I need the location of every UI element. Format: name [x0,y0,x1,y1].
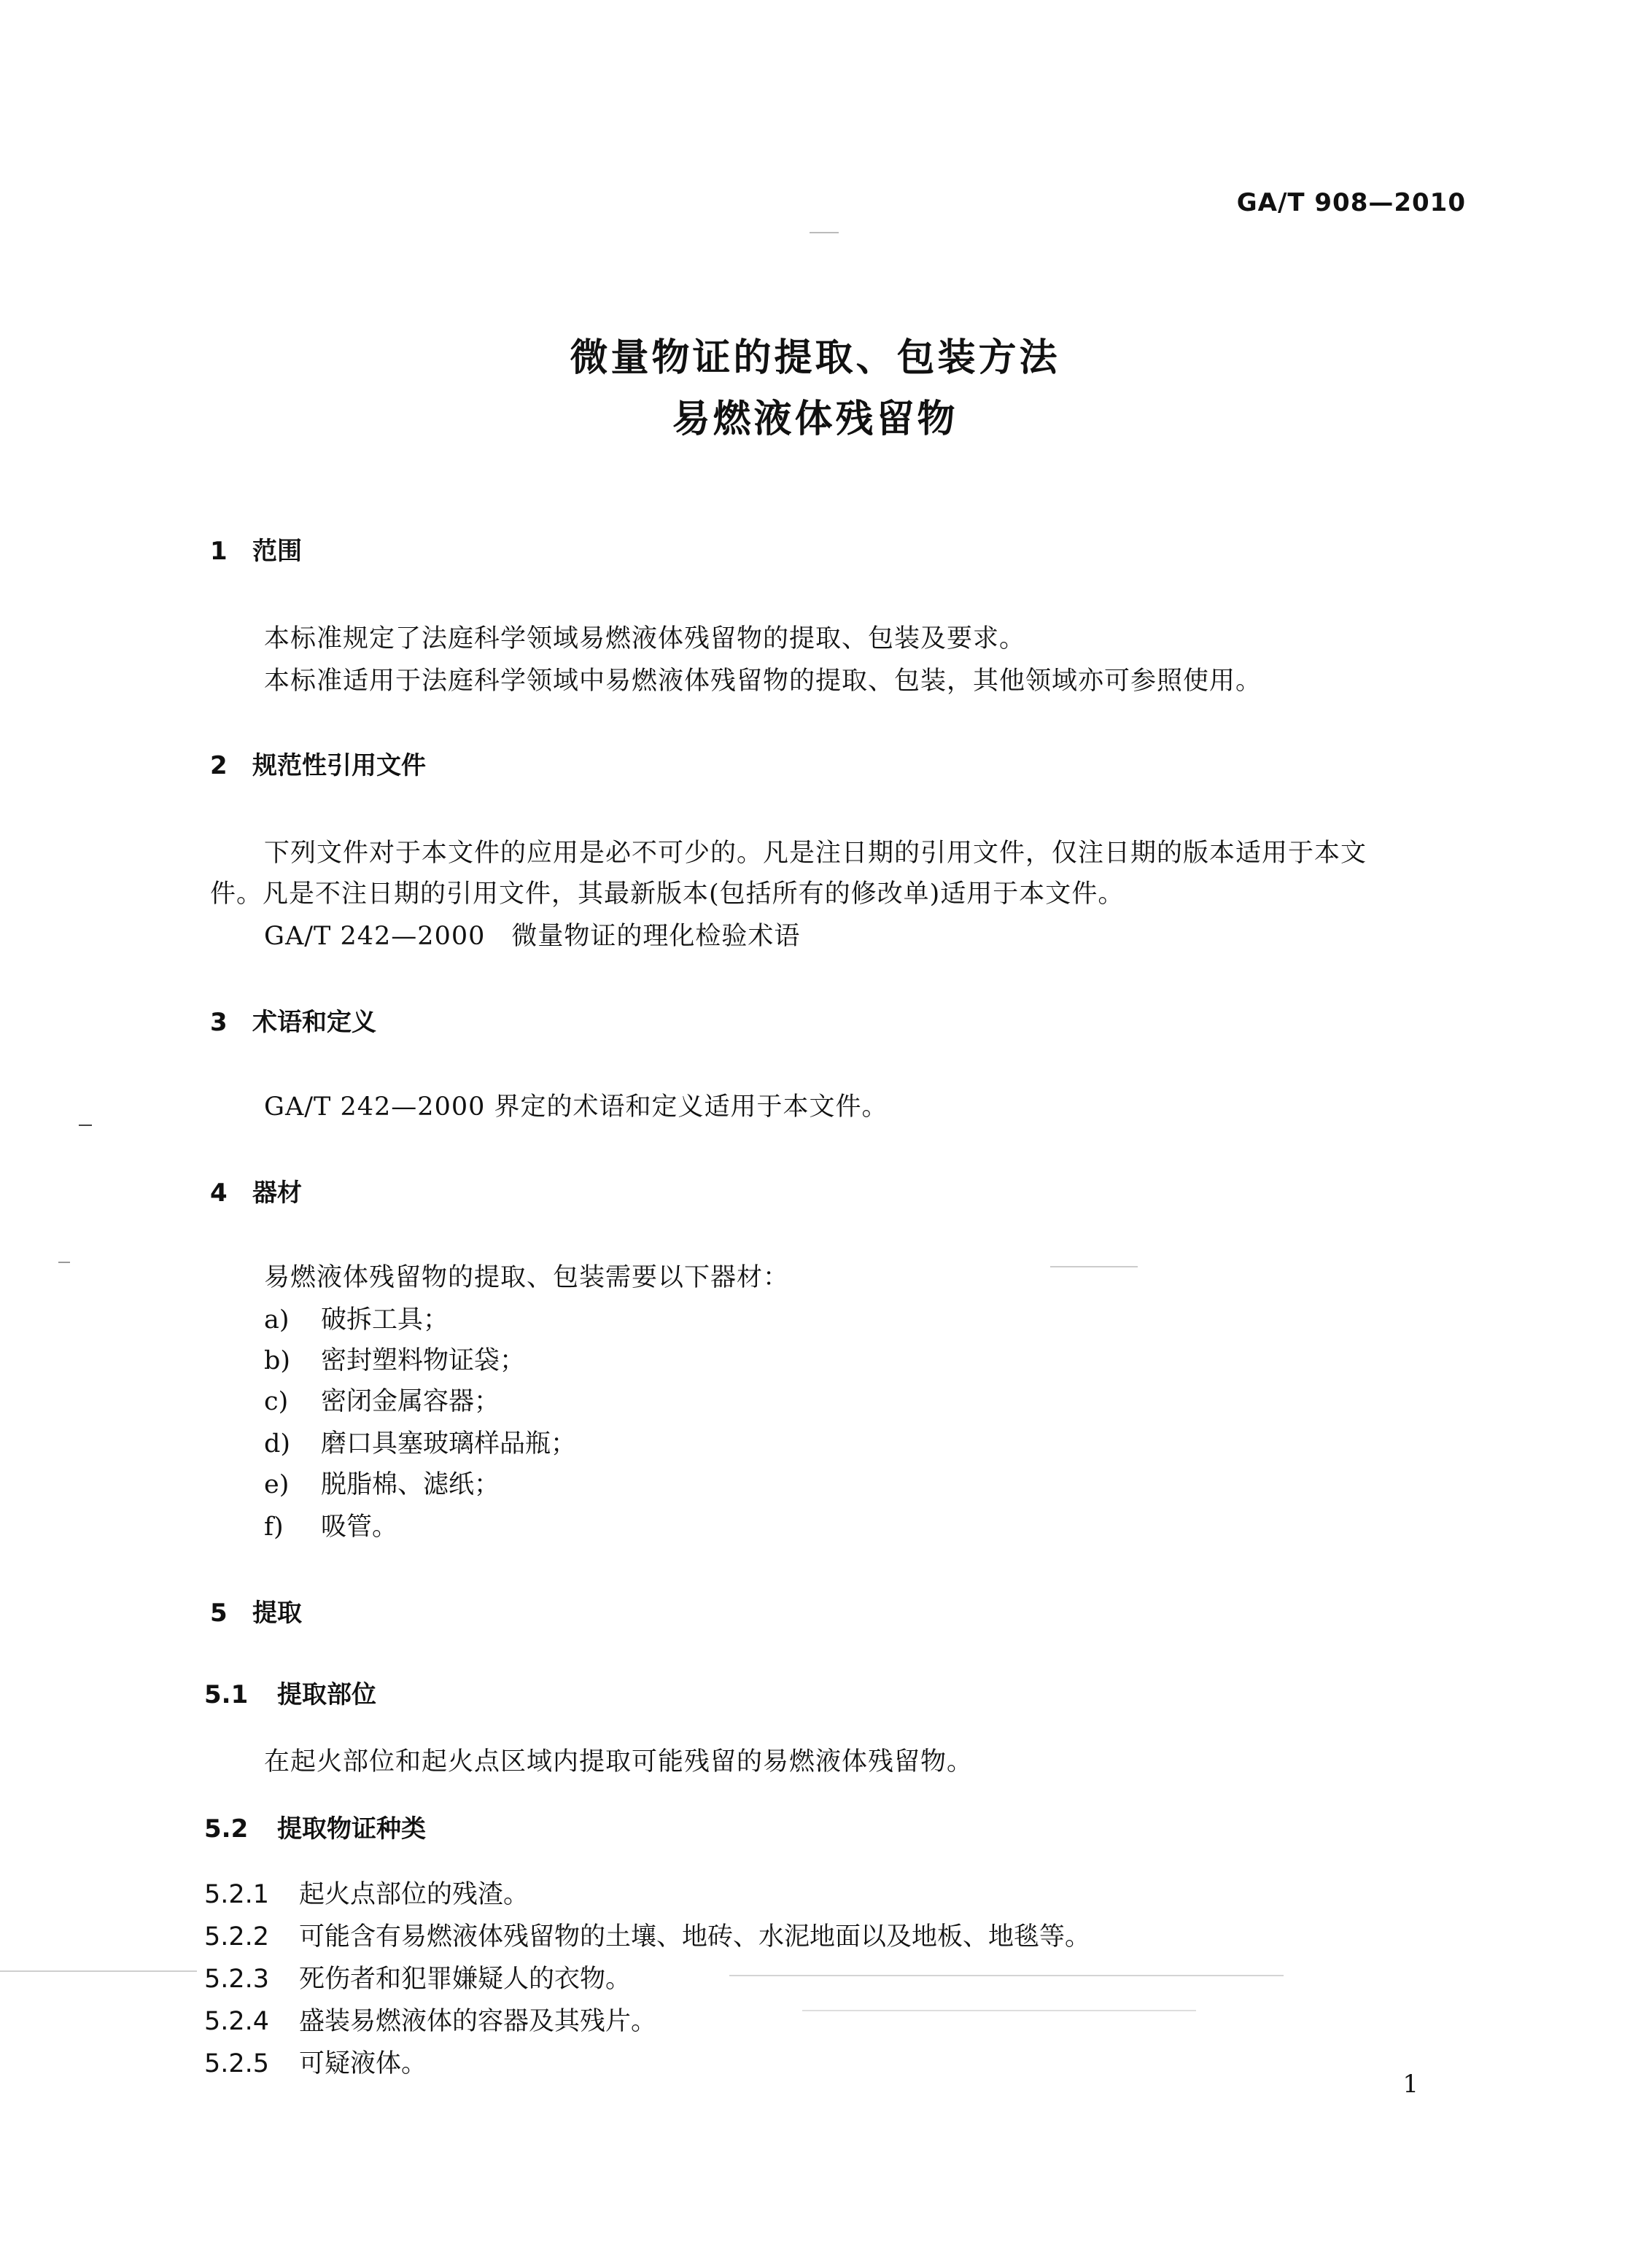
clause-text: 可疑液体。 [299,2049,427,2078]
scan-speck [0,1970,197,1972]
clause-item [204,2001,656,2038]
section-5-1-heading [204,1674,376,1710]
standard-code: GA/T 908—2010 [1236,188,1466,217]
scan-speck [729,1975,1284,1976]
clause-text: 盛装易燃液体的容器及其残片。 [299,2007,657,2036]
section-3-title: 术语和定义 [252,1008,376,1037]
section-1-paragraph-2: 本标准适用于法庭科学领域中易燃液体残留物的提取、包装，其他领域亦可参照使用。 [264,667,1262,696]
section-1-title: 范围 [252,537,302,566]
list-marker: a) [264,1305,290,1335]
section-4-title: 器材 [252,1178,302,1208]
clause-number: 5.2.1 [204,1880,270,1909]
list-marker: c) [264,1387,289,1416]
section-1-number: 1 [210,537,228,566]
section-5-1-title: 提取部位 [277,1680,376,1709]
section-3-paragraph: GA/T 242—2000 界定的术语和定义适用于本文件。 [264,1092,888,1122]
section-5-heading [210,1593,302,1628]
scan-speck [58,1262,70,1263]
section-5-number: 5 [210,1599,228,1628]
page-number: 1 [1402,2070,1419,2099]
clause-item [204,1874,529,1911]
list-item [264,1340,525,1377]
scan-speck [810,232,839,233]
clause-number: 5.2.2 [204,1922,270,1952]
list-text: 脱脂棉、滤纸； [321,1470,500,1499]
section-2-number: 2 [210,751,228,780]
list-text: 密闭金属容器； [321,1387,500,1416]
section-3-number: 3 [210,1008,228,1037]
section-4-heading [210,1173,302,1208]
list-item [264,1381,500,1418]
list-marker: b) [264,1346,291,1375]
clause-item [204,1916,1090,1953]
list-marker: d) [264,1429,291,1459]
section-5-1-paragraph: 在起火部位和起火点区域内提取可能残留的易燃液体残留物。 [264,1747,974,1776]
title-line-2: 易燃液体残留物 [672,397,958,441]
list-text: 磨口具塞玻璃样品瓶； [321,1429,577,1459]
list-item [264,1507,397,1543]
clause-number: 5.2.4 [204,2007,270,2036]
section-2-heading [210,745,426,781]
clause-text: 可能含有易燃液体残留物的土壤、地砖、水泥地面以及地板、地毯等。 [299,1922,1091,1952]
clause-number: 5.2.5 [204,2049,270,2078]
list-marker: e) [264,1470,290,1499]
section-5-1-number: 5.1 [204,1680,249,1709]
title-line-1: 微量物证的提取、包装方法 [570,336,1060,380]
section-3-heading [210,1002,376,1038]
list-text: 破拆工具； [321,1305,449,1335]
list-text: 吸管。 [321,1512,398,1542]
list-item [264,1424,576,1460]
section-4-intro: 易燃液体残留物的提取、包装需要以下器材： [264,1263,790,1292]
section-1-heading [210,531,302,567]
section-2-title: 规范性引用文件 [252,751,426,780]
section-5-2-heading [204,1809,426,1844]
section-1-paragraph-1: 本标准规定了法庭科学领域易燃液体残留物的提取、包装及要求。 [264,624,1026,653]
clause-item [204,2043,427,2080]
section-2-reference: GA/T 242—2000 微量物证的理化检验术语 [264,922,801,951]
clause-text: 起火点部位的残渣。 [299,1880,529,1909]
scan-speck [802,2010,1196,2011]
list-marker: f) [264,1512,284,1542]
list-item [264,1464,500,1501]
section-5-2-number: 5.2 [204,1814,249,1844]
clause-item [204,1959,631,1995]
section-5-2-title: 提取物证种类 [277,1814,426,1844]
scan-speck [79,1125,92,1126]
list-item [264,1300,449,1336]
section-2-paragraph-line-2: 件。凡是不注日期的引用文件，其最新版本(包括所有的修改单)适用于本文件。 [210,879,1125,909]
scan-speck [1050,1266,1138,1267]
list-text: 密封塑料物证袋； [321,1346,526,1375]
section-4-number: 4 [210,1178,228,1208]
section-5-title: 提取 [252,1599,302,1628]
section-2-paragraph-line-1: 下列文件对于本文件的应用是必不可少的。凡是注日期的引用文件，仅注日期的版本适用于本文 [264,839,1367,868]
clause-text: 死伤者和犯罪嫌疑人的衣物。 [299,1965,632,1994]
clause-number: 5.2.3 [204,1965,270,1994]
